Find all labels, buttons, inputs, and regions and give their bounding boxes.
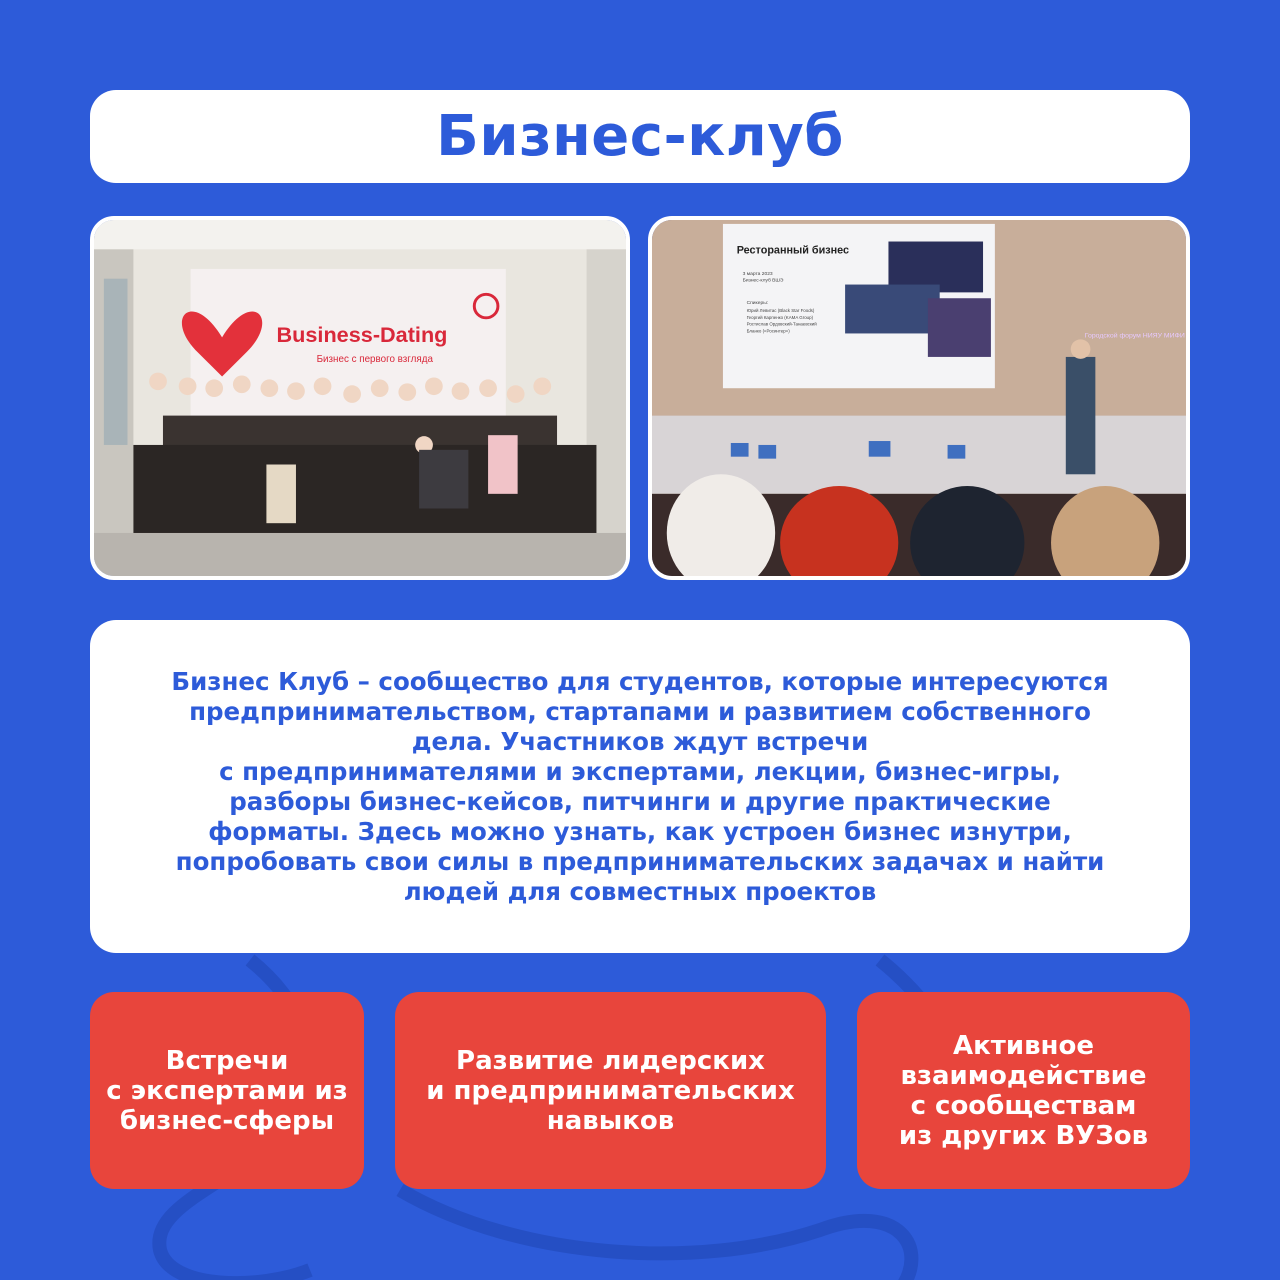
description-card — [90, 620, 1190, 953]
slide-speaker: Юрий Левитас (Black Star Foods) — [746, 307, 815, 313]
slide-speaker: Бланко («Росинтер») — [746, 328, 790, 334]
slide-speaker: Георгий Карпенко (KAMA Group) — [746, 314, 814, 320]
feature-card-expert-meetings — [90, 992, 364, 1189]
description-text: Бизнес Клуб – сообщество для студентов, которые интересуются предпринимательством, стартапами и развитием собственного дела. Участников ждут встречи с предпринимателями и экспертами, лекции, бизнес-игры, разборы бизнес-кейсов, питчинги и другие практические форматы. Здесь можно узнать, как устроен бизнес изнутри, попробовать свои силы в предпринимательских задачах и найти людей для совместных проектов — [171, 666, 1109, 906]
feature-card-university-collaboration — [857, 992, 1190, 1189]
slide-speaker: Ростислав Ордовский-Танаевский — [746, 321, 817, 327]
neon-sign: Городской форум НИЯУ МИФИ — [1084, 332, 1185, 340]
page-title: Бизнес-клуб — [436, 104, 844, 169]
screen-title: Business-Dating — [276, 322, 448, 348]
feature-card-leadership-skills — [395, 992, 826, 1189]
feature-label: Развитие лидерских и предпринимательских навыков — [426, 1045, 795, 1136]
slide-date: 3 марта 2023 — [742, 271, 773, 277]
group-photo — [90, 216, 630, 580]
feature-label: Активное взаимодействие с сообществам из других ВУЗов — [898, 1030, 1149, 1151]
slide-org: Бизнес-клуб ВШЭ — [742, 278, 784, 284]
feature-label: Встречи с экспертами из бизнес-сферы — [106, 1045, 348, 1136]
slide-title: Ресторанный бизнес — [736, 244, 850, 257]
title-card — [90, 90, 1190, 183]
slide-speakers-label: Спикеры: — [746, 301, 769, 307]
screen-subtitle: Бизнес с первого взгляда — [316, 353, 433, 365]
lecture-photo — [648, 216, 1190, 580]
